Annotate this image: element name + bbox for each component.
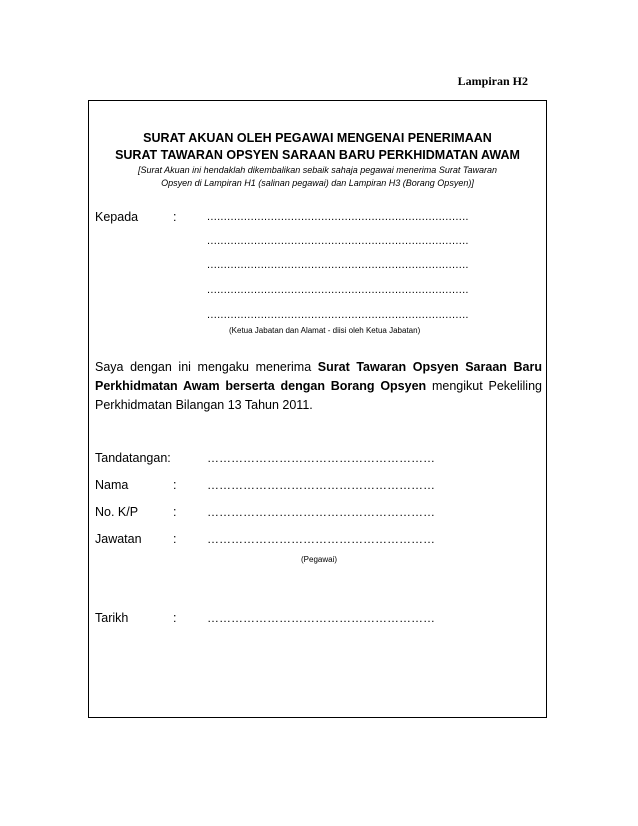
- para-text-2: mengikut Pekeliling Perkhidmatan Bilangan 13 Tahun 2011.: [95, 379, 542, 412]
- jawatan-colon: :: [173, 532, 177, 546]
- lampiran-label: Lampiran H2: [457, 74, 528, 88]
- tarikh-colon: :: [173, 611, 177, 625]
- note-line-1: [Surat Akuan ini hendaklah dikembalikan sebaik sahaja pegawai menerima Surat Tawaran: [137, 165, 498, 175]
- tandatangan-label: Tandatangan:: [95, 451, 171, 465]
- tarikh-label: Tarikh: [95, 611, 129, 625]
- tarikh-line[interactable]: …………………………………………………: [207, 611, 435, 625]
- kepada-label: Kepada: [95, 210, 139, 224]
- para-text-1: Saya dengan ini mengaku menerima: [95, 360, 318, 374]
- address-line-2[interactable]: ..............................................................................: [207, 235, 469, 247]
- declaration-frame: [88, 100, 547, 718]
- address-line-4[interactable]: ..............................................................................: [207, 284, 469, 296]
- nokp-colon: :: [173, 505, 177, 519]
- address-line-3[interactable]: ..............................................................................: [207, 259, 469, 271]
- address-line-5[interactable]: ..............................................................................: [207, 309, 469, 321]
- kepada-colon: :: [173, 210, 177, 224]
- tandatangan-line[interactable]: …………………………………………………: [207, 451, 435, 465]
- title-line-1: SURAT AKUAN OLEH PEGAWAI MENGENAI PENERIMAAN: [143, 131, 492, 145]
- title-line-2: SURAT TAWARAN OPSYEN SARAAN BARU PERKHIDMATAN AWAM: [115, 148, 520, 162]
- declaration-paragraph: [95, 358, 542, 415]
- nama-label: Nama: [95, 478, 129, 492]
- note-line-2: Opsyen di Lampiran H1 (salinan pegawai) dan Lampiran H3 (Borang Opsyen)]: [161, 178, 474, 188]
- pegawai-caption: (Pegawai): [301, 555, 338, 564]
- nokp-line[interactable]: …………………………………………………: [207, 505, 435, 519]
- nokp-label: No. K/P: [95, 505, 139, 519]
- nama-line[interactable]: …………………………………………………: [207, 478, 435, 492]
- nama-colon: :: [173, 478, 177, 492]
- jawatan-line[interactable]: …………………………………………………: [207, 532, 435, 546]
- para-bold-text: Surat Tawaran Opsyen Saraan Baru Perkhidmatan Awam berserta dengan Borang Opsyen: [95, 360, 542, 393]
- address-line-1[interactable]: ..............................................................................: [207, 211, 469, 223]
- jawatan-label: Jawatan: [95, 532, 142, 546]
- address-caption: (Ketua Jabatan dan Alamat - diisi oleh Ketua Jabatan): [229, 326, 421, 335]
